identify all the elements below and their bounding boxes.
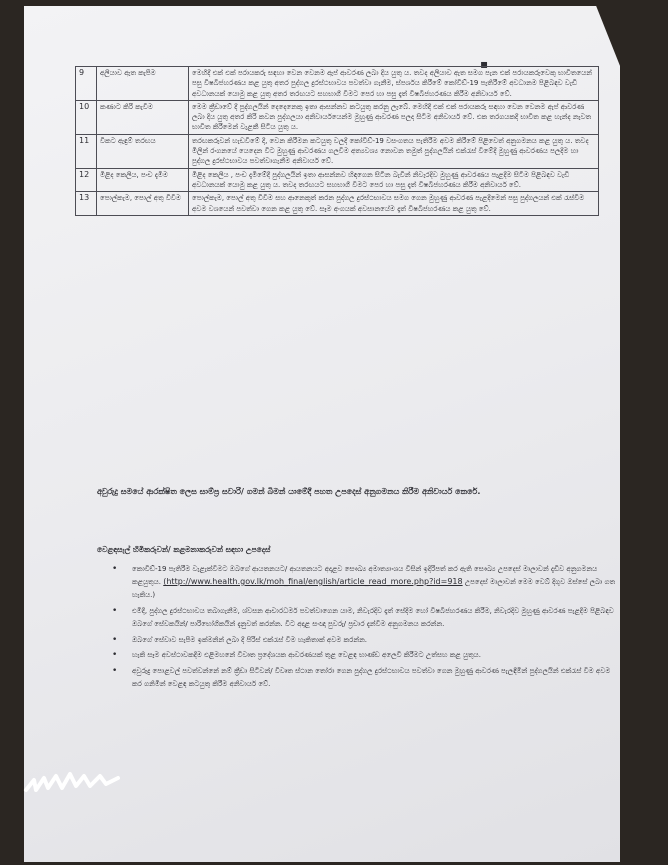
activity-name: විකට ඇඳුම් තරඟය xyxy=(97,134,189,168)
activity-guideline: තරඟකරුවන් හැඩවීමේ දී, වෙන කිරීමන කටයුතු වලදී කෝවිඩ්-19 වසංගතය පැතිරීම අවම කිරීමේ පිළිවෙත් අනුගමනය කළ යුතු ය. තවද මිලින් රංගනයේ යෙදෙන විට මුහුණු ආවරණය ගලවීම අත්‍යවශ්‍ය නොවන තමුත් පුද්ගලයින් එක්රැස් වීමේදී මුහුණු ආවරණය පලදීම හා පුද්ගල දුරස්ථභාවය පවත්වාගැනීම අනිවාර්ය වේ. xyxy=(189,134,599,168)
list-item: • හැකි සෑම අවස්ථාවකදීම එළිමහනේ විවෘත ප්‍රදේශයක ආවරණයක් තුළ වෙළඳ භාණ්ඩ අලෙවි කිරීමට උත්සහ කළ යුතුය. xyxy=(112,650,481,661)
activity-name: අලියාව ඇත කැපීම xyxy=(97,67,189,101)
health-ministry-link[interactable]: (http://www.health.gov.lk/moh_final/english/article_read_more.php?id=918 xyxy=(163,576,463,586)
table-row xyxy=(76,67,599,101)
row-number: 13 xyxy=(76,192,97,216)
row-number: 11 xyxy=(76,134,97,168)
activity-name: මිළිද කෙලිය, පංච දැමීම xyxy=(97,168,189,192)
advice-title: වෙළඳසැල් හිමිකරුවන්/ කළමනාකරුවන් සඳහා උපදෙස් xyxy=(97,545,271,554)
list-item: • අවුරුදු පොළවල් පවත්වන්නේ නම් ක්‍රීඩා සිටිවන්/ විවෘත ස්ථාන තෝරා ගෙන පුද්ගල දුරස්ථභාවය පවත්වා ගෙන මුහුණු ආවරණ පැලඳීමින් පුද්ගලයින් එක්රැස් වීම අවම කර ගනිමින් වෙළඳ කටයුතු කිරීම අනිවාර්ය වේ. xyxy=(112,666,611,689)
bullet-icon: • xyxy=(112,666,118,677)
activity-name: පොල්කැම, පොල් අතු විවීම xyxy=(97,192,189,216)
bullet-icon: • xyxy=(112,564,118,574)
table-row xyxy=(76,192,599,216)
bullet-icon: • xyxy=(112,605,118,616)
list-item: • ඔබගේ සේවාව සැපීම ඉක්මනින් ලබා දී පිරිස් එක්රැස් වීම හැකිතාක් අවම කරන්න. xyxy=(112,634,367,645)
advice-list xyxy=(112,563,620,694)
sports-guideline-table xyxy=(75,66,599,216)
table-row xyxy=(76,134,599,168)
bullet-icon: • xyxy=(112,634,118,645)
activity-guideline: මෙම ක්‍රීඩාවේ දී පුද්ගලයින් දෙදෙනෙකු ඉතා ආසන්නව කටයුතු කරනු ලැබේ. මෙහිදී එක් එක් පරායකරු සඳහා වෙන වෙනම ඇප් ආවරණ ලබා දිය යුතු අතර කිරි කවන පුද්ගලයා අනිවාර්යයෙන්ම මුහුණු ආවරණ පලද සිටීම අනිවාර්ය වේ. එක තරගයකදී භාවිත කළ හැන්ද නැවත භාවිත කිරීමෙන් වැළකී සිටිය යුතු ය. xyxy=(189,100,599,134)
activity-guideline: මිළිද කෙලිය , පංච දැමීමේදී පුද්ගලයින් ඉතා ආසන්නව හිඳගෙන සිටින බැවින් නිවැරදිව මුහුණු ආවරණය පැළදීම සිටීම පිළිබඳව වැඩි අවධානයක් යොමු කළ යුතු ය. තවද තරඟයට සහභාගී වීමට පෙර හා පසු දෑත් විෂබීජහරණය කිරීම අනිවාර්ය වේ. xyxy=(189,168,599,192)
activity-guideline: මෙහිදී එක් එක් පරායකරු සඳහා වෙන වෙනම ඇප් ආවරණ ලබා දිය යුතු ය. තවද අලියාව ඇත සමග පැන එක් පරායකරුවෙකු භාවිතයෙන් පසු විෂබීජහරණය කළ යුතු අතර පුද්ගල දුරස්ථභාවය පවත්වා ගැනීම, ස්පර්ශය කිරීමේ කෝවිඩ්-19 පැතිරීමේ අවධානම පිළිබඳව වැඩි අවධානයක් යොමු කළ යුතු අතර තරඟයට සහභාගී වීමට පෙර හා පසු දෑත් විෂබීජහරණය කිරීම අනිවාර්ය වේ. xyxy=(189,67,599,101)
row-number: 10 xyxy=(76,100,97,134)
activity-guideline: පොල්කැම, පොල් අතු විවීම සහ ආනෙකුත් කරන පුද්ගල දුරස්ථභාවය සමග ගෙන මුහුණු ආවරණ පැළදීමෙන් පසු පුද්ගලයන් එක් රැස්වීම අවම වශයෙන් පවත්වා ගෙන කළ යුතු වේ. සෑම අංගයක් අවසානයේම දෑත් විෂබීජහරණය කළ යුතු වේ. xyxy=(189,192,599,216)
page-mark: ▪ xyxy=(480,57,489,71)
list-item: • කොවිඩ්-19 පැතිරීම වැළැක්වීමට ඔබගේ ආයතනයට/ ආයතනයට අදාළව සෞඛ්‍ය අමාත්‍යාංශය විසින් ඉදිරිපත් කර ඇති සෞඛ්‍ය උපදෙස් මාලාවන් දැඩිව අනුගමනය කළයුතුය. (http://www.health.gov.lk/moh_final/english/article_read_more.php?id=918 උපදෙස් මාලාවන් මෙම වෙබ් දිගුව ඔස්සේ ලබා ගත හැකිය.) xyxy=(112,564,616,599)
list-item: • එමිදී, පුද්ගල දුරස්ථභාවය තබාගැනීම, ශ්වසන ආචාරධර්ම පවත්වාගෙන යාම, නිවැරදිව දෑත් සේදීම හෝ විෂබීජහරණය කිරීම, නිවැරදිව මුහුණු ආවරණ පැළදීම පිළිබඳව ඔබගේ සේවකයින්/ පාරිභෝගිකයින් දැනුවත් කරන්න. වීට අදාළ සංඥා පුවරු/ ප්‍රචාර දැන්වීම අනුගමනය කරන්න. xyxy=(112,605,614,628)
signature-mark xyxy=(22,760,132,800)
intro-note: අවුරුදු සමයේ ආරක්ෂිත ලෙස සාම්ප්‍ර සවාරි/ ගමන් බිමන් යාමේදී පහත උපදෙස් අනුගමනය කිරීම අනිවාර්ය කෙරේ. xyxy=(97,487,481,496)
table-row xyxy=(76,100,599,134)
row-number: 12 xyxy=(76,168,97,192)
row-number: 9 xyxy=(76,67,97,101)
bullet-icon: • xyxy=(112,650,118,661)
activity-name: කණාට කිරි කැවීම xyxy=(97,100,189,134)
table-row xyxy=(76,168,599,192)
